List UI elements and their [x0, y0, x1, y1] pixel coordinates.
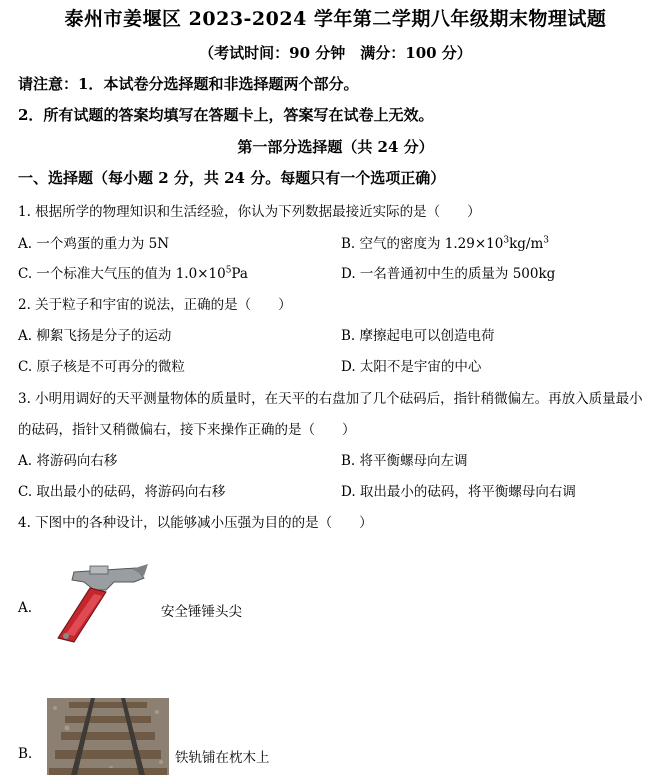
- exam-info: （考试时间：90 分钟 满分：100 分）: [199, 44, 472, 62]
- question-3-stem-line-2: 的砝码，指针又稍微偏右，接下来操作正确的是（ ）: [18, 422, 356, 438]
- question-3-option-d: D. 取出最小的砝码，将平衡螺母向右调: [341, 484, 576, 500]
- question-3-option-b: B. 将平衡螺母向左调: [341, 453, 468, 469]
- railway-track-image: [47, 698, 169, 775]
- exam-title: 泰州市姜堰区 2023-2024 学年第二学期八年级期末物理试题: [64, 8, 607, 30]
- question-2-stem: 2. 关于粒子和宇宙的说法，正确的是（ ）: [18, 297, 292, 313]
- section-heading: 一、选择题（每小题 2 分，共 24 分。每题只有一个选项正确）: [18, 169, 446, 187]
- question-1-stem: 1. 根据所学的物理知识和生活经验，你认为下列数据最接近实际的是（ ）: [18, 204, 481, 220]
- question-4-stem: 4. 下图中的各种设计，以能够减小压强为目的的是（ ）: [18, 515, 373, 531]
- notice-line-1: 请注意：1．本试卷分选择题和非选择题两个部分。: [18, 75, 359, 93]
- question-4-option-b-label: B.: [18, 746, 33, 762]
- question-2-option-b: B. 摩擦起电可以创造电荷: [341, 328, 495, 344]
- question-3-stem-line-1: 3. 小明用调好的天平测量物体的质量时，在天平的右盘加了几个砝码后，指针稍微偏左。再放入质量最小: [18, 391, 643, 407]
- question-2-option-a: A. 柳絮飞扬是分子的运动: [18, 328, 172, 344]
- section-title: 第一部分选择题（共 24 分）: [237, 138, 434, 156]
- notice-line-2: 2．所有试题的答案均填写在答题卡上，答案写在试卷上无效。: [18, 106, 434, 124]
- question-4-option-b-caption: 铁轨铺在枕木上: [175, 750, 270, 766]
- question-3-option-c: C. 取出最小的砝码，将游码向右移: [18, 484, 226, 500]
- question-2-option-d: D. 太阳不是宇宙的中心: [341, 359, 482, 375]
- question-3-option-a: A. 将游码向右移: [18, 453, 118, 469]
- question-1-option-d: D. 一名普通初中生的质量为 500kg: [341, 266, 556, 282]
- safety-hammer-image: [44, 560, 154, 650]
- question-4-option-a-label: A.: [18, 600, 33, 616]
- question-1-option-c: C. 一个标准大气压的值为 $1.0\times 10^5Pa$: [18, 265, 248, 282]
- question-2-option-c: C. 原子核是不可再分的微粒: [18, 359, 185, 375]
- question-4-option-a-caption: 安全锤锤头尖: [161, 604, 242, 620]
- question-1-option-a: A. 一个鸡蛋的重力为 5N: [18, 236, 170, 252]
- question-1-option-b: B. 空气的密度为 $1.29\times 10^3kg/m^3$: [341, 235, 549, 252]
